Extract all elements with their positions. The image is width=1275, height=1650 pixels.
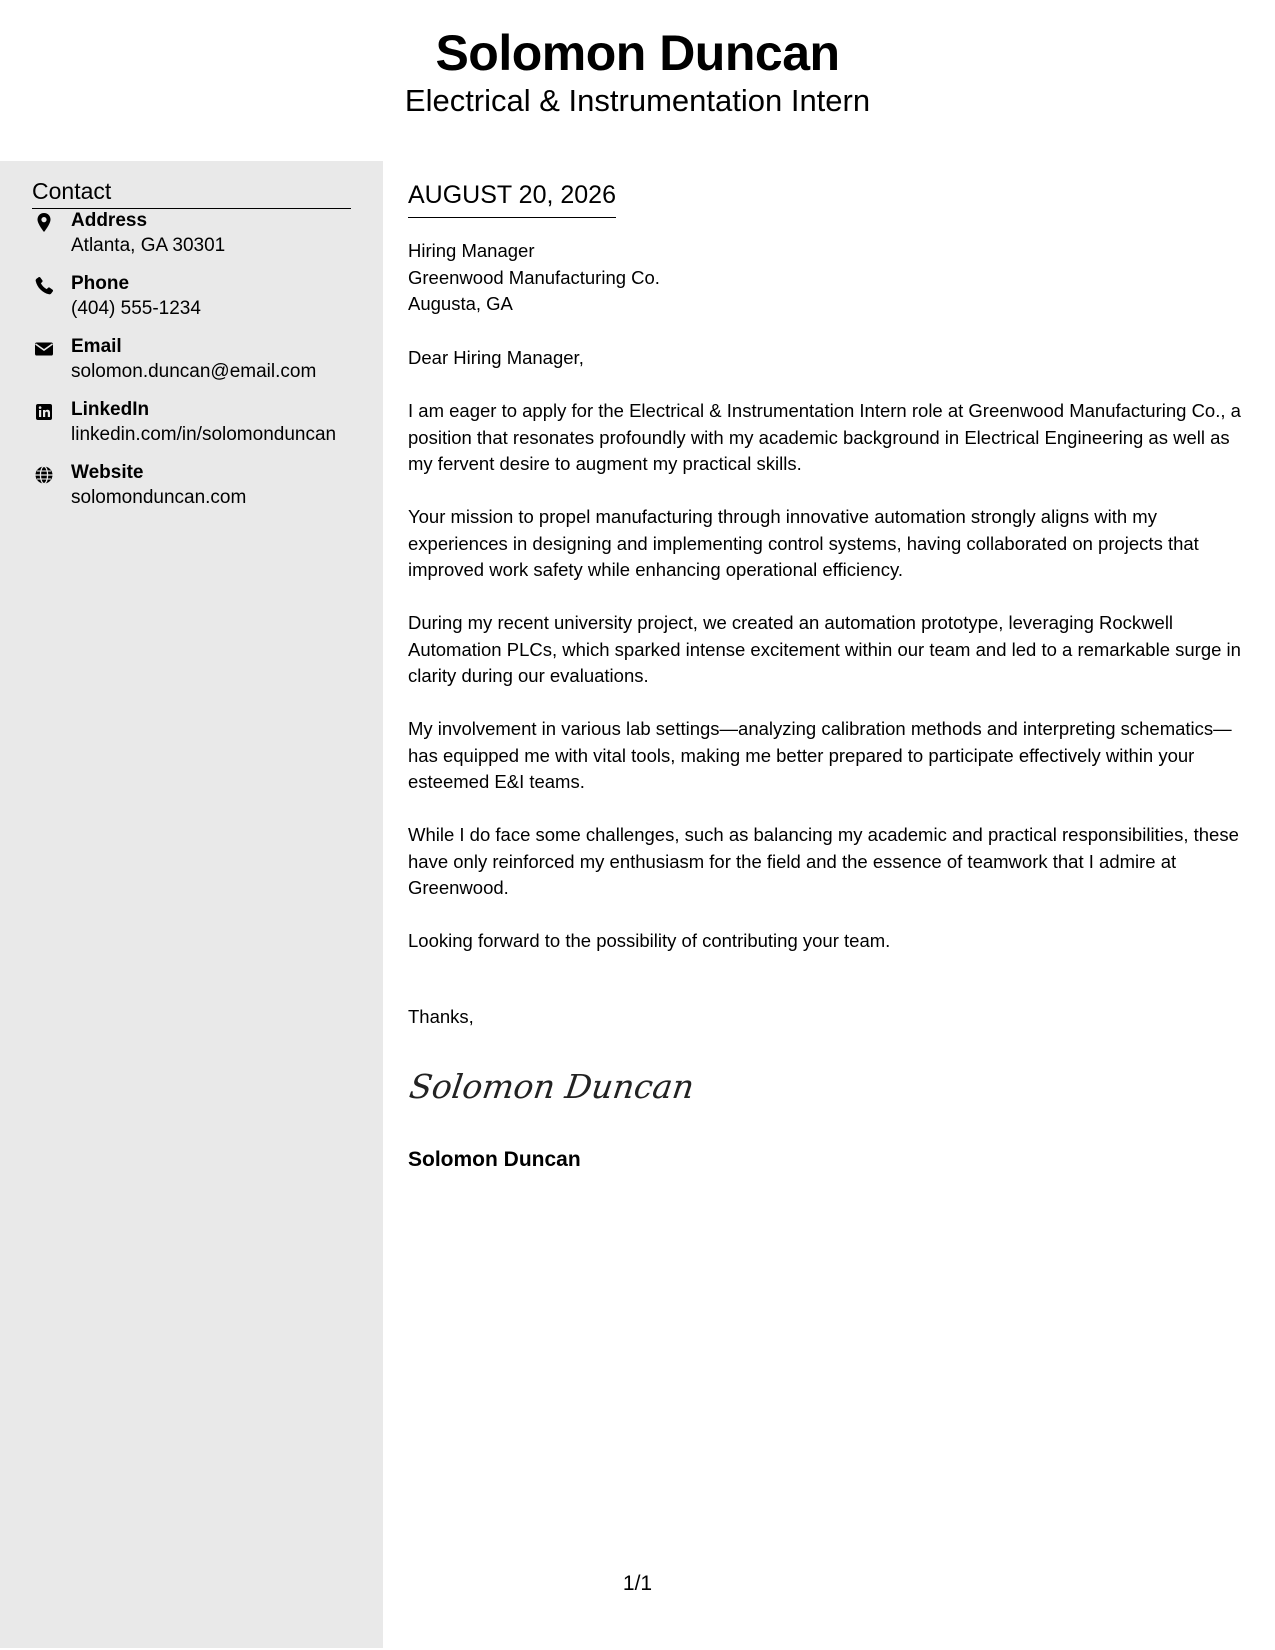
closing: Thanks, bbox=[408, 1006, 474, 1027]
contact-item-linkedin bbox=[32, 398, 372, 452]
page-number: 1/1 bbox=[622, 1572, 653, 1595]
letter-header bbox=[0, 0, 1275, 161]
body-paragraph: My involvement in various lab settings—analyzing calibration methods and interpreting schematics—has equipped me with vital tools, making me better prepared to participate effectively within your esteemed E&I teams. bbox=[408, 718, 1232, 792]
letter-body bbox=[408, 161, 1248, 1648]
signature-text: Solomon Duncan bbox=[406, 1067, 697, 1106]
phone-icon bbox=[32, 274, 56, 298]
map-pin-icon bbox=[32, 211, 56, 235]
signature-image bbox=[406, 1056, 697, 1116]
contact-label: Address bbox=[71, 210, 148, 231]
envelope-icon bbox=[32, 337, 56, 361]
contact-item-email bbox=[32, 335, 372, 389]
contact-item-website bbox=[32, 461, 372, 515]
signer-name: Solomon Duncan bbox=[408, 1148, 581, 1171]
recipient-block bbox=[408, 238, 660, 318]
contact-label: Website bbox=[71, 462, 144, 483]
body-paragraph: I am eager to apply for the Electrical & Instrumentation Intern role at Greenwood Manufacturing Co., a position that resonates profoundly with my academic background in Electrical Engineering as well as my fervent desire to augment my practical skills. bbox=[408, 400, 1241, 474]
linkedin-icon bbox=[32, 400, 56, 424]
contact-item-phone bbox=[32, 272, 372, 326]
contact-label: LinkedIn bbox=[71, 399, 150, 420]
contact-item-address bbox=[32, 209, 372, 263]
recipient-line: Augusta, GA bbox=[408, 293, 513, 314]
applicant-role: Electrical & Instrumentation Intern bbox=[404, 83, 871, 118]
contact-value: (404) 555-1234 bbox=[71, 298, 201, 319]
contact-value: linkedin.com/in/solomonduncan bbox=[71, 424, 337, 445]
contact-heading: Contact bbox=[32, 176, 351, 209]
letter-date: AUGUST 20, 2026 bbox=[408, 179, 616, 218]
body-paragraph: While I do face some challenges, such as balancing my academic and practical responsibilities, these have only reinforced my enthusiasm for the field and the essence of teamwork that I admire at Greenwood. bbox=[408, 824, 1239, 898]
body-paragraph: During my recent university project, we created an automation prototype, leveraging Rockwell Automation PLCs, which sparked intense excitement within our team and led to a remarkable surge in clarity during our evaluations. bbox=[408, 612, 1241, 686]
contact-sidebar bbox=[0, 161, 383, 1648]
applicant-name: Solomon Duncan bbox=[435, 25, 840, 81]
contact-label: Email bbox=[71, 336, 122, 357]
contact-value: solomonduncan.com bbox=[71, 487, 247, 508]
globe-icon bbox=[32, 463, 56, 487]
body-paragraph: Your mission to propel manufacturing through innovative automation strongly aligns with my experiences in designing and implementing control systems, having collaborated on projects that improved work safety while enhancing operational efficiency. bbox=[408, 506, 1199, 580]
contact-label: Phone bbox=[71, 273, 130, 294]
recipient-line: Hiring Manager bbox=[408, 240, 535, 261]
body-paragraph: Looking forward to the possibility of contributing your team. bbox=[408, 930, 891, 951]
contact-value: Atlanta, GA 30301 bbox=[71, 235, 226, 256]
contact-value: solomon.duncan@email.com bbox=[71, 361, 317, 382]
recipient-line: Greenwood Manufacturing Co. bbox=[408, 266, 660, 288]
salutation: Dear Hiring Manager, bbox=[408, 347, 584, 368]
